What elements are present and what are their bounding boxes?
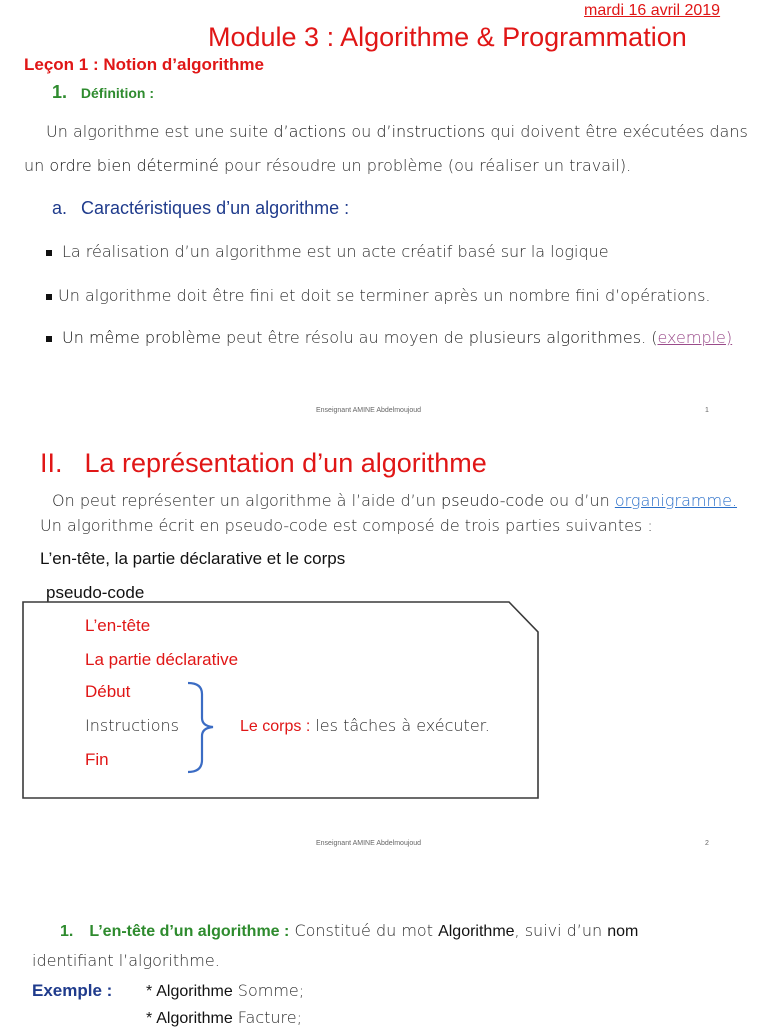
header-item [60,921,638,941]
example-2-name: Facture; [232,1008,303,1027]
footer-author: Enseignant AMINE Abdelmoujoud [316,407,422,414]
header-item-text: Constitué du mot [289,921,439,940]
bullet-3 [46,328,732,347]
footer-page-number: 1 [705,407,709,414]
definition-number: 1. [52,82,68,102]
bullet-3-text: peut être résolu au moyen de [220,328,469,347]
bullet-star: * [146,983,153,1000]
footer-page-number: 2 [705,840,709,847]
keyword-nom: nom [607,923,639,940]
def-keyword-actions: d’actions [273,122,347,141]
pseudo-code-label: pseudo-code [46,583,145,602]
box-fin: Fin [85,750,109,769]
example-1-keyword: Algorithme [156,983,233,1000]
example-label: Exemple : [32,981,113,1000]
corps-description [240,716,490,736]
def-text: Un algorithme est une suite [46,122,274,141]
bullet-marker [46,336,52,342]
def-keyword-order: ordre bien déterminé [49,156,219,175]
bullet-3-punct: . ( [641,328,658,347]
def-text: ou [346,122,377,141]
section-number: II. [40,448,63,478]
header-item-line-2: identifiant l’algorithme. [32,951,220,970]
rep-text: ou d’un [544,491,615,510]
representation-line-1 [52,491,737,510]
definition-line-1 [46,122,748,141]
curly-brace-icon [186,680,216,776]
organigramme-link[interactable]: organigramme. [614,491,738,510]
def-keyword-instructions: d’instructions [376,122,486,141]
bullet-3-keyword: Un même problème [62,328,221,347]
example-link[interactable]: exemple) [657,328,733,347]
definition-line-2 [24,156,631,175]
section-heading [40,448,487,479]
lesson-title: Leçon 1 : Notion d’algorithme [24,55,264,74]
example-1 [146,981,304,1001]
header-item-text: , suivi d’un [514,921,608,940]
def-text: pour résoudre un problème (ou réaliser un travail). [218,156,632,175]
corps-text: les tâches à exécuter. [310,716,490,735]
def-text: qui doivent être exécutées dans [485,122,748,141]
bullet-3-keyword-2: plusieurs algorithmes [468,328,642,347]
bullet-marker [46,294,52,300]
box-instructions: Instructions [85,716,179,735]
rep-text: On peut représenter un algorithme à l’aide d’un [52,491,442,510]
definition-label: Définition : [80,85,155,101]
characteristics-title: Caractéristiques d’un algorithme : [81,198,350,218]
pseudo-code-keyword: pseudo-code [441,491,545,510]
footer-author: Enseignant AMINE Abdelmoujoud [316,840,422,847]
bullet-2 [46,286,711,305]
section-title: La représentation d’un algorithme [84,448,487,478]
box-declarative: La partie déclarative [85,650,239,669]
example-2 [146,1008,302,1028]
slide-date: mardi 16 avril 2019 [584,2,721,19]
bullet-marker [46,250,52,256]
box-header: L’en-tête [85,616,151,635]
characteristics-heading [52,198,349,219]
bullet-1 [46,242,609,261]
bullet-1-text: La réalisation d’un algorithme est un acte créatif basé sur la logique [62,242,609,261]
header-item-title: L’en-tête d’un algorithme : [89,923,290,940]
box-debut: Début [85,682,131,701]
parts-summary: L’en-tête, la partie déclarative et le corps [40,549,346,568]
corps-label: Le corps : [240,718,311,735]
module-title: Module 3 : Algorithme & Programmation [208,22,687,52]
header-item-number: 1. [60,923,74,940]
representation-line-2: Un algorithme écrit en pseudo-code est composé de trois parties suivantes : [40,516,653,535]
bullet-star: * [146,1010,153,1027]
keyword-algorithme: Algorithme [438,923,515,940]
example-1-name: Somme; [232,981,305,1000]
bullet-2-text: Un algorithme doit être fini et doit se terminer après un nombre fini d’opérations. [58,286,711,305]
definition-heading [52,82,154,103]
characteristics-letter: a. [52,198,68,218]
example-2-keyword: Algorithme [156,1010,233,1027]
def-text: un [24,156,50,175]
